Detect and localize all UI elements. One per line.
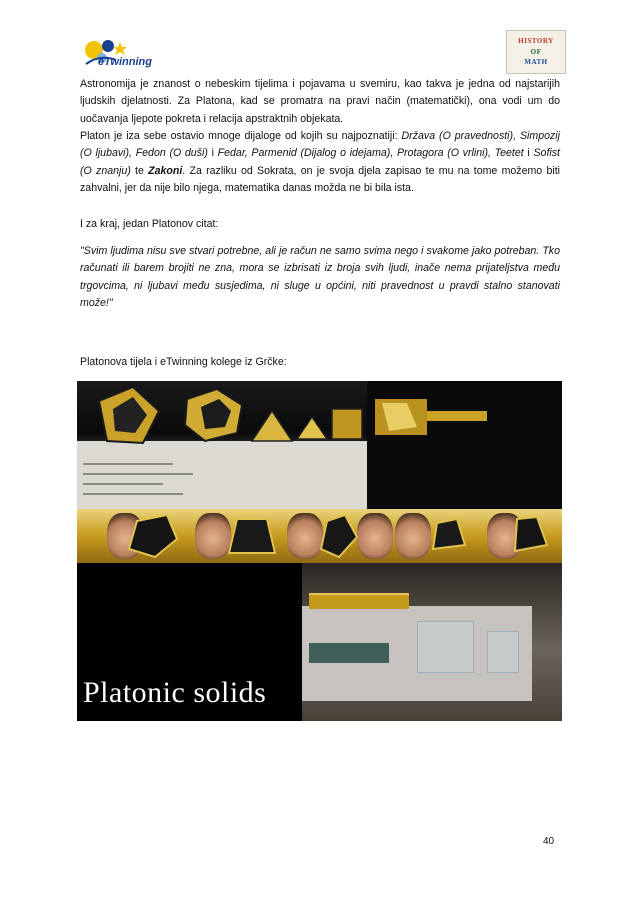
dialogues-and-1: i xyxy=(207,147,218,160)
history-of-math-logo xyxy=(506,30,566,74)
paragraph-plato-quote: "Svim ljudima nisu sve stvari potrebne, ali je račun ne samo svima nego i svakome jako potreban. Tko računati ili barem brojiti ne zna, mora se izbrisati iz broja svih ljudi, inače nema prijateljstva među trgovcima, ni ljubavi među susjedima, ni sluge u općini, niti pravednost u pravdi stalno stanovati može!" xyxy=(80,245,560,310)
logo-line-math: MATH xyxy=(524,58,548,66)
page-number: 40 xyxy=(543,836,555,847)
dialogues-titles-2: Fedar, Parmenid (Dijalog o idejama), Protagora (O vrlini), Teetet xyxy=(217,147,524,160)
solids-shelf xyxy=(309,593,409,609)
dialogues-and-2: i xyxy=(523,147,534,160)
dialogues-zakoni: Zakoni xyxy=(148,164,183,177)
etwinning-logo xyxy=(80,36,152,76)
exhibit-wall-panel xyxy=(309,643,389,663)
platonic-solids-shapes xyxy=(77,381,562,509)
dialogues-titles-1: Država (O pravednosti), Simpozij (O ljubavi), Fedon (O duši) xyxy=(80,130,560,160)
dialogues-intro: Platon je iza sebe ostavio mnoge dijaloge od kojih su najpoznatiji: xyxy=(80,130,402,142)
dialogues-titles-3: Sofist (O znanju) xyxy=(80,147,560,177)
solids-strip-shapes xyxy=(77,509,562,563)
paragraph-astronomy: Astronomija je znanost o nebeskim tijelima i pojavama u svemiru, kao takva je jedna od najstarijih ljudskih djelatnosti. Za Platona, kad se promatra na pravi način (matematički), ona vodi um do uočavanja ljepote pokreta i relacija apstraktnih objekata. xyxy=(80,78,560,125)
dialogues-te: te xyxy=(130,164,149,177)
dialogues-outro: . Za razliku od Sokrata, on je svoja djela zapisao te mu na tome možemo biti zahvalni, jer da nije bilo njega, matematika danas možda ne bi bila ista. xyxy=(80,164,560,195)
etwinning-logo-text: eTwinning xyxy=(98,56,152,68)
display-case xyxy=(487,631,519,673)
logo-line-of: OF xyxy=(530,48,542,56)
display-case xyxy=(417,621,474,673)
logo-line-history: HISTORY xyxy=(518,37,554,45)
platonic-solids-photo-collage xyxy=(77,381,562,721)
collage-caption: Platonic solids xyxy=(83,676,267,709)
paragraph-collage-caption: Platonova tijela i eTwinning kolege iz Grčke: xyxy=(80,356,287,368)
paragraph-quote-intro: I za kraj, jedan Platonov citat: xyxy=(80,218,219,230)
paragraph-dialogues xyxy=(80,128,560,198)
